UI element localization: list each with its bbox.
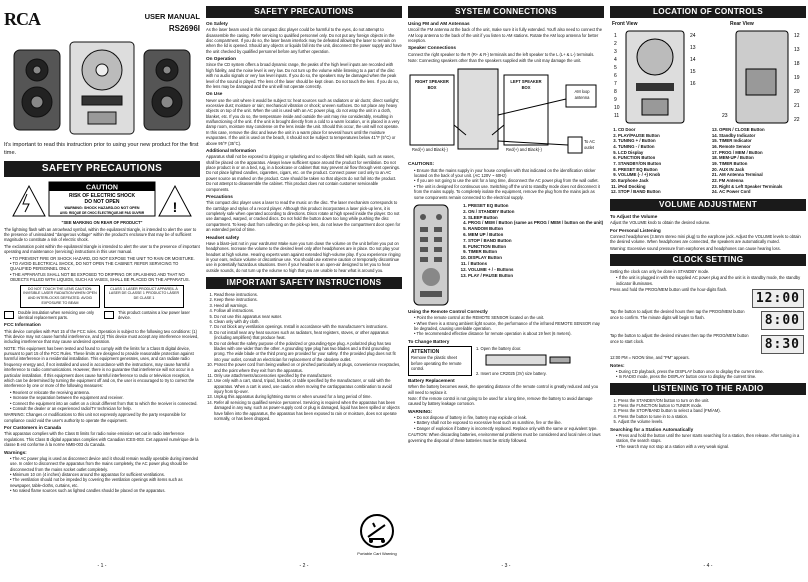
on-safety-heading: On Safety [206,21,228,26]
safety-bullets [10,256,200,283]
headset-heading: Headset safety [206,234,240,240]
clock-bullets [616,275,806,286]
control-item: 22. FM Antenna [719,178,806,184]
clock-step-3 [610,333,806,355]
isi-item: 13. Unplug this apparatus during lightning storms or when unused for a long period of time. [214,394,402,399]
battery-warning-item: • Do not dispose of battery in fire, battery may explode or leak. [414,415,604,420]
control-item: 20. AUX IN Jack [719,167,806,173]
left-speaker-label: LEFT SPEAKER BOX [510,79,542,90]
lcd-display-1: 12:00 [752,289,804,308]
control-item: 1. CD Door [618,127,705,133]
controls-diagram-graphic [610,29,806,129]
isi-item: 10. Protect the power cord from being walked on or pinched particularly at plugs, convenience receptacles, and the point where they exit from the apparatus. [214,362,402,373]
battery-step-2: 2. Insert one CR2025 (3V) size battery. [476,370,547,376]
fcc-heading: FCC Information [4,322,41,328]
control-item: 11. iPod Docking [618,184,705,190]
page-4 [610,6,806,572]
battery-warning-item: • Danger of explosion if battery is incorrectly replaced. Replace only with the same or equivalent type. [414,426,604,431]
page-number: - 4 - [703,563,713,570]
laser-symbol-icon [104,311,114,319]
canada-heading: For Customers in Canada [4,425,62,431]
clock-note: • In RADIO mode, press the DISPLAY button once to display the current time. [616,374,806,379]
safety-bullet: • TO PREVENT FIRE OR SHOCK HAZARD, DO NOT EXPOSE THE UNIT TO RAIN OR MOISTURE. [10,256,200,261]
fcc-measures [10,390,200,412]
listening-radio-heading: LISTENING TO THE RADIO [610,383,806,395]
fm-am-heading: Using FM and AM Antennas [408,21,470,26]
clock-step-text: Tap the button to adjust the desired minutes then tap the PROG/MEM button once to start clock. [610,333,749,344]
fm-am-text: Uncoil the FM antenna at the back of the unit, make sure it is fully extended. You'll also need to connect the AM loop antenna to the back of the unit if you listen to AM stations. Rotate the AM loop antenna for better reception. [408,27,602,43]
remote-control-illustration [408,203,454,307]
radio-step: 1. Press the STANDBY/ON button to turn on the unit. [618,398,806,403]
cart-warning-icon [359,513,395,549]
svg-text:2: 2 [614,41,617,47]
controls-diagram [610,21,806,127]
laser-label-left: DO NOT TOUCH THE LENS CAUTION: INVISIBLE LASER RADIATION WHEN OPEN AND INTERLOCKS DEFEATED. AVOID EXPOSURE TO BEAM [20,285,100,308]
remote-key: 9. TIMER Button [468,249,604,255]
svg-text:7: 7 [614,81,617,87]
svg-text:3: 3 [614,49,617,55]
fcc-warning: WARNING: Changes or modifications to this unit not expressly approved by the party responsible for compliance could void the user's authority to operate the equipment. [4,412,186,423]
isi-item: 9. Do not defeat the safety purpose of the polarized or grounding-type plug. A polarized plug has two blades with one wider than the other. A grounding type plug has two blades and a third grounding prong. The wide blade or the third prong are provided for your safety. If the provided plug does not fit into your outlet, consult an electrician for replacement of the obsolete outlet. [214,341,402,363]
page-3 [408,6,604,572]
svg-text:19: 19 [794,75,800,81]
control-item: 16. Remote Sensor [719,144,806,150]
noon-note: 12:00 PM = NOON time, and "PM" appears. [610,355,690,361]
remote-key: 8. FUNCTION Button [468,244,604,250]
additional-info-heading: Additional Information [206,148,256,154]
location-of-controls-heading: LOCATION OF CONTROLS [610,6,806,18]
battery-step-1: 1. Open the battery door. [476,345,522,351]
isi-item: 7. Do not block any ventilation openings. Install in accordance with the manufacturer's instructions. [214,324,402,329]
radio-step: 3. Press the STOP/BAND button to select a band (FM/AM). [618,408,806,413]
svg-text:13: 13 [690,45,696,51]
remote-key: 7. STOP / BAND Button [468,238,604,244]
fcc-note: NOTE: This equipment has been tested and found to comply with the limits for a Class B digital device, pursuant to part 15 of the FCC Rules. These limits are designed to provide reasonable protection against harmful interference in a residential installation. This equipment generates, uses, and can radiate radio frequency energy and, if not installed and used in accordance with the instructions, may cause harmful interference to radio communications. However, there is no guarantee that interference will not occur in a particular installation. If this equipment does cause harmful interference to radio or television reception, which can be determined by turning the equipment off and on, the user is encouraged to try to correct the interference by one or more of the following measures: [4,345,195,389]
using-remote-list [414,315,604,337]
exclamation-desc: The exclamation point within the equilateral triangle is intended to alert the user to the presence of important operating and maintenance (servicing) instructions in this user manual. [4,243,200,255]
speaker-note: Note: Connecting speakers other than the speakers supplied with the unit may damage the unit. [408,57,582,63]
clock-notes [616,369,806,380]
cautions-heading: CAUTIONS: [408,161,435,167]
svg-text:18: 18 [794,61,800,67]
headset-text: Have a blast–just not in your eardrums! Make sure you turn down the volume on the unit before you put on headphones. Increase the volume to the desired level only after headphones are in place. Do not play your headset at high volume. Hearing experts warn against extended high-volume play. If you experience ringing in your ears, reduce volume or discontinue use. You should use extreme caution or temporarily discontinue use in potentially hazardous situations. Even if your headset is an open-air designed to let you to hear outside sounds, do not turn up the volume so high that you are unable to hear what is around you. [206,240,401,273]
attention-title: ATTENTION [411,348,440,355]
right-wire-label: Red(+) and Black(-) [412,147,448,153]
change-battery-heading: To Change Battery [408,338,450,344]
am-loop-label: AM loop antenna [574,89,590,100]
double-insulation-icon [4,311,14,319]
important-safety-heading: IMPORTANT SAFETY INSTRUCTIONS [206,277,402,289]
caution-item: • If you are not going to use the unit for a long time, disconnect the AC power plug from the wall outlet. [414,178,604,183]
avis-text: AVIS: RISQUE DE CHOC ÉLECTRIQUE-NE PAS OUVRIR [59,210,145,215]
isi-item: 8. Do not install near any heat sources such as radiators, heat registers, stoves, or other apparatus (including amplifiers) that produce heat. [214,330,402,341]
svg-text:23: 23 [722,113,728,119]
canada-text: This apparatus complies with the Class B limits for radio noise emission set out in radio interference regulations. This Class B digital apparatus complies with Canadian ICES-003. Cet appareil numérique de la classe B est conforme à la norme NMB-003 du Canada. [4,431,199,448]
on-operation-heading: On Operation [206,56,236,62]
remote-key: 11. / Buttons [468,261,604,267]
personal-listening-heading: For Personal Listening [610,227,661,233]
remote-key: 13. PLAY / PAUSE Button [468,273,604,279]
cautions-list [414,168,604,200]
battery-warning-list [414,415,604,431]
controls-left-list [618,127,705,195]
remote-section [408,203,604,307]
warning-item: • The AC power plug is used as disconnect device and it should remain readily operable during intended use. In order to disconnect the apparatus from the mains completely, the AC power plug should be disconnected from the mains socket outlet completely. [10,456,200,472]
isi-row [206,292,402,422]
intro-text: It's important to read this instruction prior to using your new product for the first time. [4,142,199,156]
svg-text:4: 4 [614,57,617,63]
low-power-text: This product contains a low power laser device. [118,309,190,320]
radio-step: 5. Adjust the volume levels. [618,419,806,424]
svg-text:12: 12 [794,33,800,39]
using-remote-heading: Using the Remote Control Correctly [408,308,488,314]
battery-door-illustration [476,351,596,369]
svg-text:16: 16 [690,81,696,87]
control-item: 24. AC Power Cord [719,189,806,195]
connection-diagram [408,65,604,159]
using-item: • When there is a strong ambient light source, the performance of the infrared REMOTE SENSOR may be degraded, causing unreliable operation. [414,321,604,332]
svg-text:8: 8 [614,89,617,95]
clock-step-text: Tap the button to adjust the desired hours then tap the PROG/MEM button once to confirm. The minute digits will begin to flash. [610,309,745,320]
svg-text:1: 1 [614,33,617,39]
controls-right-list [719,127,806,195]
control-item: 10. Earphone Jack [618,178,705,184]
precautions-heading: Precautions [206,193,233,199]
svg-text:22: 22 [794,117,800,123]
on-use-text: Never use the unit where it would be subject to: heat sources such as radiators or air ducts; direct sunlight; excessive dust; moisture or rain; mechanical vibration or shock; uneven surfaces. Do not place any heavy objects on top of the unit. When the unit is used with an AC power plug, do not wrap the unit in a cloth, blanket, etc. If you do so, the temperature inside and outside the unit may rise considerably, resulting in malfunctioning of the unit. If the unit is brought directly from a cold to a warm location, or is placed in a very damp room, moisture may condense on the lens inside the unit. Should this occur, the unit will not operate. In this case, remove the disc and leave the unit in a warm place for several hours until the moisture evaporates. If the unit is used on the beach, it should not be subject to temperatures below 41°F (5°C) or above 95°F (35°C). [206,97,400,146]
left-wire-label: Red(+) and Black(-) [506,147,542,153]
manual-title: USER MANUAL [144,12,200,21]
battery-replacement-heading: Battery Replacement [408,378,455,384]
speaker-connections-text: Connect the right speaker to the R (R+ & R-) terminals and the left speaker to the L (L+ & L-) terminals. [408,51,595,57]
safety-precautions-heading: SAFETY PRECAUTIONS [4,161,200,177]
measure-item: • Connect the equipment into an outlet on a circuit different from that to which the receiver is connected. [10,401,200,406]
attention-box [408,346,472,376]
isi-item: 12. Use only with a cart, stand, tripod, bracket, or table specified by the manufacturer, or sold with the apparatus. When a cart is used, use caution when moving the cart/apparatus combination to avoid injury from tip-over. [214,378,402,394]
battery-warning-heading: WARNING: [408,408,433,414]
svg-text:15: 15 [690,69,696,75]
page-1-header [4,8,200,32]
additional-info-text: Apparatus shall not be exposed to dripping or splashing and no objects filled with liquids, such as vases, shall be placed on the apparatus. Always leave sufficient space around the product for ventilation. Do not place product in or on a bed, rug, in a bookcase or cabinet that may prevent air flow through vent openings. Do not place lighted candles, cigarettes, cigars, etc. on the product. Connect power cord only to an AC power source as marked on the product. Care should be taken so that objects do not fall into the product. Do not attempt to disassemble the cabinet. This product does not contain customer serviceable components. [206,154,401,192]
battery-step-list [476,346,604,376]
remote-key: 5. RANDOM Button [468,226,604,232]
exclamation-icon: ! [172,198,178,215]
control-item: 13. OPEN / CLOSE Button [719,127,806,133]
caution-item: • Ensure that the mains supply in your house complies with that indicated on the identification sticker located on the back of your unit. (AC 120V ~ 60Hz) [414,168,604,179]
search-station-heading: Searching for a Station Automatically [610,426,694,432]
control-item: 4. TUNING - / Button [618,144,705,150]
lcd-display-2: 8:00 [761,311,804,330]
front-view-label: Front View [612,21,638,27]
svg-text:14: 14 [690,57,696,63]
caution-item: • The unit is designed for continuous use. Switching off the unit to standby mode does not disconnect it from the mains supply. To completely isolate the equipment, remove the plug from the mains jack as some components remain connected to the electrical supply. [414,184,604,200]
control-item: 3. TUNING + / Button [618,138,705,144]
measure-item: • Reorient or relocate the receiving antenna. [10,390,200,395]
risk-shock-text: RISK OF ELECTRIC SHOCK [68,192,136,199]
page-number: - 3 - [501,563,511,570]
control-item: 15. TIMER Indicator [719,138,806,144]
battery-warning-item: • Battery shall not be exposed to excessive heat such as sunshine, fire or the like. [414,420,604,425]
battery-note: Note: If the remote control is not going to be used for a long time, remove the battery to avoid damage caused by battery leakage corrosion. [408,396,593,407]
precautions-text: This compact disc player uses a laser to read the music on the disc. The laser mechanism corresponds to the cartridge and stylus of a record player. Although this product incorporates a laser pick-up lens, it is completely safe when operated according to directions. Discs rotate at high speed inside the player. Do not use damaged, warped, or cracked discs. Do not hold the button down too long while pushing the disc compartment. To keep dust from collecting on the pick-up lens, do not leave the compartment door open for an extended period of time. [206,200,401,233]
adjust-volume-text: Adjust the VOLUME knob to obtain the desired volume. [610,220,711,226]
lcd-display-3: 8:30 [761,335,804,354]
remote-key-list [468,203,604,306]
battery-replacement-text: When the battery becomes weak, the operating distance of the remote control is greatly reduced and you will need to replace it. [408,384,599,395]
speaker-connections-heading: Speaker Connections [408,45,456,51]
isi-item: 2. Keep these instructions. [214,297,402,302]
clock-step-text: Press and hold the PROG/MEM button until the hour-digits flash. [610,287,728,293]
control-item: 17. PROG / MEM / Button [719,150,806,156]
remote-key: 4. PROG / MEM / Button (same as PROG / MEM / button on the unit) [468,220,604,226]
environment-caution: CAUTION: When discarding batteries, environmental problems must be considered and local rules or laws governing the disposal of these batteries must be strictly followed. [408,432,601,443]
radio-step: 4. Press the button to tune in to a station. [618,414,806,419]
isi-item: 5. Do not use this apparatus near water. [214,314,402,319]
warning-triangles [4,180,200,219]
control-item: 12. STOP / BAND Button [618,189,705,195]
isi-item: 6. Clean only with dry cloth. [214,319,402,324]
laser-labels [20,285,184,308]
safety-bullet: • TO AVOID ELECTRICAL SHOCK, DO NOT OPEN THE CABINET. REFER SERVICING TO QUALIFIED PERSONNEL ONLY. [10,261,200,272]
svg-text:9: 9 [614,97,617,103]
remote-key: 12. VOLUME + / - Buttons [468,267,604,273]
ac-outlet-label: To AC outlet [584,139,595,150]
search-item: • The search may not stop at a station with a very weak signal. [616,444,806,449]
remote-key: 1. PRESET EQ Button [468,203,604,209]
page-2 [206,6,402,572]
control-item: 8. PRESET EQ Button [618,167,705,173]
cart-warning-caption: Portable Cart Warning [357,550,397,556]
remote-key: 10. DISPLAY Button [468,255,604,261]
adjust-volume-heading: To Adjust the Volume [610,214,658,220]
warning-shock-text: WARNING: SHOCK HAZARD-DO NOT OPEN [64,205,140,210]
caution-label-graphic [7,180,197,218]
page-number: - 1 - [97,563,107,570]
using-item: • The recommended effective distance for remote operation is about 19 feet (6 meters). [414,331,604,336]
control-item: 18. MEM-UP / Button [719,155,806,161]
warnings-list [10,456,200,494]
svg-text:20: 20 [794,89,800,95]
isi-item: 14. Refer all servicing to qualified service personnel. Servicing is required when the apparatus has been damaged in any way, such as power-supply cord or plug is damaged, liquid has been spilled or objects have fallen into the apparatus, the apparatus has been exposed to rain or moisture, does not operate normally, or has been dropped. [214,400,402,422]
double-insulation-text: Double insulation when servicing use only identical replacement parts. [18,309,95,320]
svg-text:11: 11 [614,113,620,119]
isi-item: 1. Read these instructions. [214,292,402,297]
attention-text: Remove the plastic sheet before operating the remote control. [411,355,462,372]
right-speaker-label: RIGHT SPEAKER BOX [415,79,449,90]
symbol-row [4,310,200,321]
isi-item: 11. Only use attachments/accessories specified by the manufacturer. [214,373,402,378]
svg-text:13: 13 [794,47,800,53]
laser-label-right: CLASS 1 LASER PRODUCT APPAREIL À LASER DE CLASSE 1 PRODUCTO LÁSER DE CLASE 1 [104,285,184,308]
on-use-heading: On Use [206,91,223,97]
using-item: • Point the remote control at the REMOTE SENSOR located on the unit. [414,315,604,320]
do-not-open-text: DO NOT OPEN [84,198,120,205]
search-item: • Press and hold the button until the tuner starts searching for a station, then release. After tuning in a station, the search stops. [616,433,806,444]
control-item: 19. TIMER Button [719,161,806,167]
rear-view-label: Rear View [730,21,754,27]
on-safety-text: As the laser beam used in this compact disc player could be harmful to the eyes, do not attempt to disassemble the casing. Refer servicing to qualified personnel only. Do not put any foreign objects in the disc compartment. If you do so, the laser beam interlock may be defeated allowing the laser to remain on when the lid is opened. Should any objects or liquids fall into the unit, disconnect the power supply and have the unit checked by qualified personnel before any further operation. [206,27,402,54]
clock-step-2 [610,309,806,333]
remote-key: 3. SLEEP Button [468,215,604,221]
brand-logo: RCA [4,9,40,29]
svg-text:21: 21 [794,103,800,109]
warning-item: • The ventilation should not be impeded by covering the ventilation openings with items such as newspaper, table-cloths, curtains, etc. [10,477,200,488]
radio-step: 2. Press the FUNCTION button to TUNER mode. [618,403,806,408]
product-illustration [4,32,200,138]
personal-listening-warning: Warning: Excessive sound pressure from earphones and headphones can cause hearing loss. [610,245,781,251]
on-operation-text: Since the CD system offers a broad dynamic range, the peaks of the high level inputs are recorded with high fidelity, and the noise level is very low. Do not turn up the volume while listening to a part of the disc with no audio signals or very low level inputs. If you do so, the speakers may be damaged when the peak level of the sound is played. The lens of the laser should be kept clean. Do not touch the lens. If you do so, the lens may be damaged and the unit will not operate correctly. [206,62,399,89]
isi-item: 3. Heed all warnings. [214,303,402,308]
search-station-list [616,433,806,449]
warning-item: • Minimum 10 cm (4 inches) distances around the apparatus for sufficient ventilations. [10,472,200,477]
clock-intro: Setting the clock can only be done in STANDBY mode. [610,269,710,275]
radio-steps [618,398,806,425]
isi-list [214,292,402,421]
svg-text:5: 5 [614,65,617,71]
model-number: RS2696I [168,24,200,33]
clock-setting-heading: CLOCK SETTING [610,254,806,266]
see-marking: "SEE MARKING ON REAR OF PRODUCT" [61,220,143,226]
svg-text:6: 6 [614,73,617,79]
cart-warning [354,513,400,556]
safety-precautions-heading-2: SAFETY PRECAUTIONS [206,6,402,18]
caution-word: CAUTION [86,184,118,192]
lightning-desc: The lightning flash with an arrowhead symbol, within the equilateral triangle, is intended to alert the user to the presence of uninsulated "dangerous voltage" within the product's enclosure that may be of sufficient magnitude to constitute a risk of electric shock. [4,226,197,243]
remote-key: 6. MEM UP / Button [468,232,604,238]
safety-bullet: • THE APPARATUS SHALL NOT BE EXPOSED TO DRIPPING OR SPLASHING AND THAT NO OBJECTS FILLED WITH LIQUIDS, SUCH AS VASES, SHALL BE PLACED ON THE APPARATUS. [10,272,200,283]
battery-steps [408,346,604,376]
control-item: 14. Standby Indicator [719,133,806,139]
personal-listening-text: Connect headphones (3.5mm stereo mini plug) to the earphone jack. Adjust the VOLUME levels to obtain the desired volume. When headphones are connected, the speakers are automatically muted. [610,233,801,245]
measure-item: • Increase the separation between the equipment and receiver. [10,395,200,400]
control-item: 7. STANDBY/ON Button [618,161,705,167]
clock-note: • During CD playback, press the DISPLAY button once to display the current time. [616,369,806,374]
clock-step-1 [610,287,806,309]
isi-item: 4. Follow all instructions. [214,308,402,313]
volume-adjustment-heading: VOLUME ADJUSTMENT [610,199,806,211]
control-item: 21. AM Antenna Terminal [719,172,806,178]
clock-bullet: • If the unit is plugged in with the supplied AC power plug and the unit is in standby mode, the standby indicator illuminates. [616,275,806,286]
warning-item: • No naked flame sources such as lighted candles should be placed on the apparatus. [10,488,200,493]
page-1 [4,6,200,572]
control-item: 6. FUNCTION Button [618,155,705,161]
control-item: 23. Right & Left Speaker Terminals [719,184,806,190]
control-item: 9. VOLUME (- / +) Knob [618,172,705,178]
control-item: 2. PLAY/PAUSE Button [618,133,705,139]
system-connections-heading: SYSTEM CONNECTIONS [408,6,604,18]
remote-key: 2. ON / STANDBY Button [468,209,604,215]
svg-text:10: 10 [614,105,620,111]
page-number: - 2 - [299,563,309,570]
warnings-heading: Warnings: [4,449,27,455]
measure-item: • Consult the dealer or an experienced radio/TV technician for help. [10,406,200,411]
clock-notes-heading: Notes: [610,362,625,368]
fcc-text: This device complies with Part 15 of the FCC rules. Operation is subject to the following two conditions: (1) This device may not cause harmful interference, and (2) This device must accept any interference received, including interference that may cause undesired operation. [4,328,199,345]
control-item: 5. LCD Display [618,150,705,156]
controls-legend [610,127,806,196]
svg-text:24: 24 [690,33,696,39]
